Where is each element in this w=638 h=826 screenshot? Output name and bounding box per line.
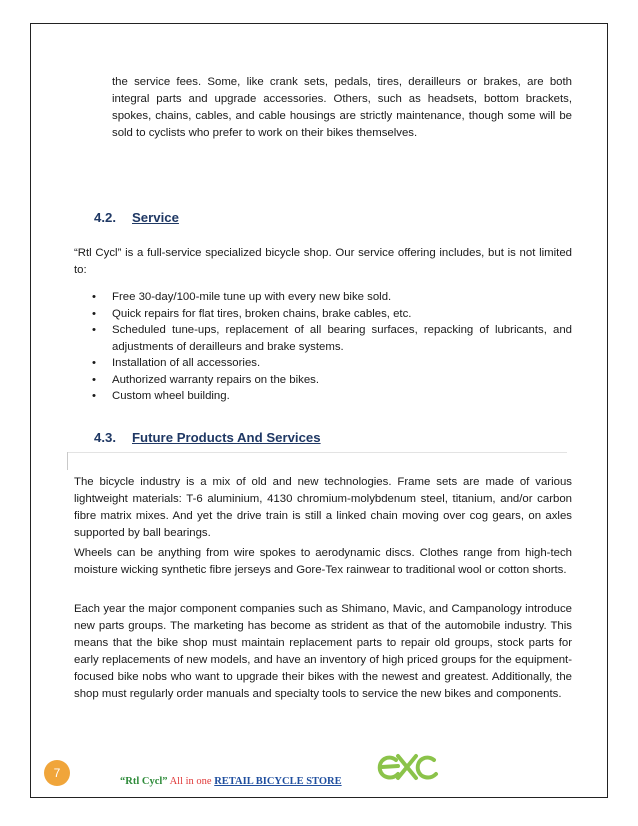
section-number: 4.2. bbox=[94, 210, 116, 225]
footer-brand: “Rtl Cycl” bbox=[120, 776, 168, 787]
service-bullet-list bbox=[92, 289, 572, 405]
divider bbox=[67, 452, 567, 453]
service-intro: “Rtl Cycl” is a full-service specialized bicycle shop. Our service offering includes, but is not limited to: bbox=[74, 247, 572, 276]
list-item: • Quick repairs for flat tires, broken chains, brake cables, etc. bbox=[92, 306, 572, 323]
heading-future bbox=[94, 430, 321, 445]
list-item: • Custom wheel building. bbox=[92, 388, 572, 405]
section-title: Future Products And Services bbox=[132, 430, 321, 445]
heading-service bbox=[94, 210, 179, 225]
page-number-badge: 7 bbox=[44, 760, 70, 786]
section-number: 4.3. bbox=[94, 430, 116, 445]
future-paragraph-2: Wheels can be anything from wire spokes to aerodynamic discs. Clothes range from high-tech moisture wicking synthetic fibre jerseys and Gore-Tex rainwear to traditional wool or cotton shorts. bbox=[74, 547, 572, 576]
list-item: • Free 30-day/100-mile tune up with every new bike sold. bbox=[92, 289, 572, 306]
footer-tagline: All in one bbox=[169, 776, 212, 787]
list-item: • Installation of all accessories. bbox=[92, 355, 572, 372]
bicycle-logo-icon bbox=[370, 742, 444, 790]
footer-text bbox=[120, 776, 342, 787]
list-item: • Authorized warranty repairs on the bikes. bbox=[92, 372, 572, 389]
future-paragraph-1: The bicycle industry is a mix of old and new technologies. Frame sets are made of various lightweight materials: T-6 aluminium, 4130 chromium-molybdenum steel, titanium, and/or carbon fibre matrix mixes. And yet the drive train is still a linked chain moving over cog gears, on axles supported by ball bearings. bbox=[74, 476, 572, 539]
divider bbox=[67, 452, 68, 470]
section-title: Service bbox=[132, 210, 179, 225]
list-item: • Scheduled tune-ups, replacement of all bearing surfaces, repacking of lubricants, and adjustments of derailleurs and brake systems. bbox=[92, 322, 572, 355]
top-paragraph: the service fees. Some, like crank sets, pedals, tires, derailleurs or brakes, are both integral parts and upgrade accessories. Others, such as headsets, bottom brackets, spokes, chains, cables, and cable housings are strictly maintenance, though some will be sold to cyclists who prefer to work on their bikes themselves. bbox=[112, 76, 572, 139]
future-paragraph-3: Each year the major component companies such as Shimano, Mavic, and Campanology introduce new parts groups. The marketing has become as strident as that of the automobile industry. This means that the bike shop must maintain replacement parts to repair old groups, stock parts for early replacements of new models, and have an inventory of high priced groups for the equipment-focused bike nobs who want to upgrade their bikes with the newest and greatest. Additionally, the shop must regularly order manuals and specialty tools to service the new bikes and components. bbox=[74, 603, 572, 700]
footer-store-link[interactable]: RETAIL BICYCLE STORE bbox=[214, 776, 342, 787]
